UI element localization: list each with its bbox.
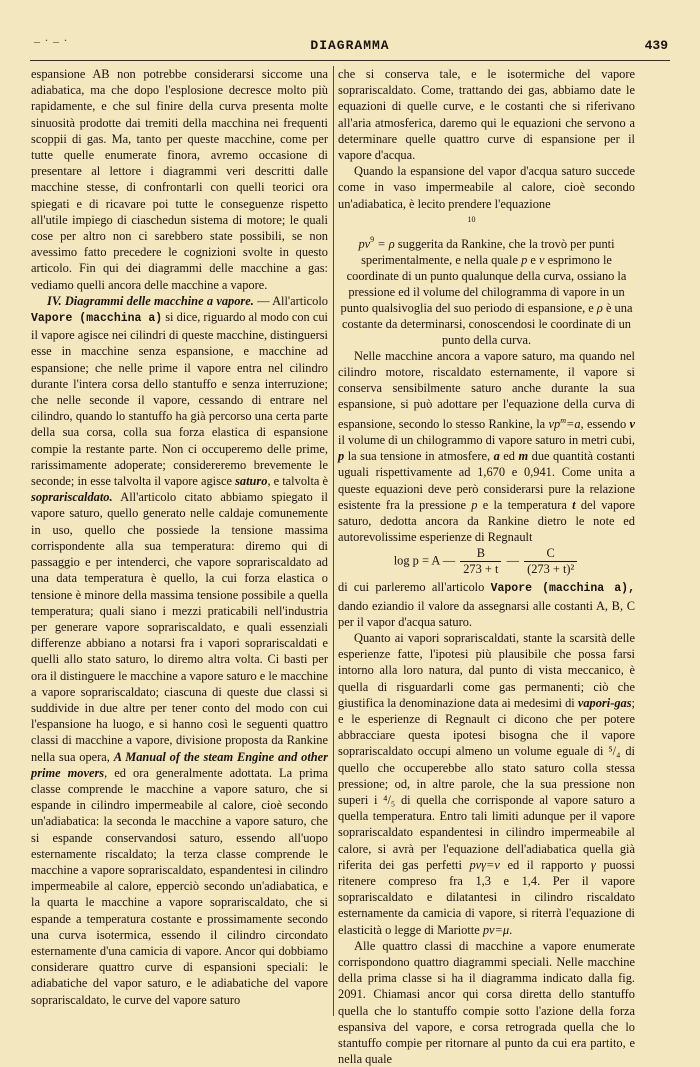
formula-lhs: pv [358,236,371,251]
fraction-c [524,546,577,577]
text-span: . [509,922,513,937]
text-span: , e talvolta è [267,474,328,489]
text-span: di cui parleremo all'articolo [338,580,491,595]
text-span: , ed ora generalmente adottata. La prima classe comprende le macchine a vapore saturo, che si espande in cilindro impermeabile al calore, cioè secondo un'adiabatica: la seconda le macchine a vapore saturo, che si espande conservandosi saturo, essendo all'uopo esternamente riscaldato; la terza classe comprende le macchine a vapore soprariscaldato, espandentesi in cilindro impermeabile al calore, epperciò secondo un'adiabatica, e la quarta le macchine a vapore soprariscaldato, che si espande a temperatura costante e prossimamente secondo una curva isotermica, essendo il cilindro circondato esternamente d'una camicia di vapore. Ancor qui dobbiamo considerare quattro curve di espansioni speciali: le adiabatiche del vapor saturo, e le adiabatiche del vapore soprariscaldato, le curve del vapore saturo [31,765,329,1007]
text-span: esprimono le coordinate di un punto qualunque della curva, ossiano la pressione ed il volume del chilogramma di vapore in un punto qualsivoglia del suo periodo di espansione, e [340,252,627,315]
var-p: p [471,497,478,512]
formula-lhs-exponent: 9 [370,234,375,244]
var-t: t [572,497,576,512]
cross-reference: Vapore (macchina a) [31,312,163,326]
term-vapori-gas: vapori-gas [577,695,632,710]
text-span: e [527,252,539,267]
fraction-four-fifths: ⁴/₅ [383,793,396,808]
paragraph-steam-engine-diagrams [31,293,328,1008]
text-span: , essendo [580,416,630,431]
paragraph-gas-engines-conclusion: espansione AB non potrebbe considerarsi siccome una adiabatica, ma che dopo l'esplosione decresce molto più rapidamente, e che sul finire della curva presenta molte sinuosità prodotte dai tremiti della macchina nei frequenti scoppii di gas. Ma, tanto per queste macchine, come per tutte quelle enumerate finora, avremo occasione di presentare al lettore i diagrammi veri descritti dalle macchine stesse, di confrontarli con quelli teorici ora spiegati e di ricavare poi tutte le conseguenze rispetto all'utile impiego di ciaschedun sistema di motore; le quali cose per altro non ci sarebbero state possibili, se non avessimo fatto precedere le cognizioni svolte in questo articolo. Fin qui dei diagrammi delle macchine a gas: vediamo quelli ancora delle macchine a vapore. [31,67,328,292]
paragraph-saturated-adiabatic: Quando la espansione del vapor d'acqua saturo succede come in vaso impermeabile al calore, cioè secondo un'adiabatica, è lecito prendere l'equazione [338,164,635,211]
cross-reference: Vapore (macchina a), [490,582,635,596]
fraction-denominator: (273 + t)² [527,562,575,577]
formula-rhs: = ρ [374,236,395,251]
text-span: si dice, riguardo al modo con cui il vapore agisce nei cilindri di queste macchine, distinguersi esse in macchine senza espansione, e macchine ad espansione; che nelle prime il vapore entra nel cilindro durante l'intera corsa dello stantuffo e senza interruzione; che nelle seconde il vapore, cessando di entrare nel cilindro, quando lo stantuffo ha già percorso una certa parte della sua corsa, colla sua forza elastica di espansione compie la restante parte. Non ci occuperemo delle prime, rarissimamente adoperate; considereremo brevemente le seconde; in esse talvolta il vapore agisce [31,310,328,489]
text-span: ; e le esperienze di Regnault ci dicono che per potere abbracciare questa ipotesi bisogna che il vapore soprariscaldato occupi almeno un volume eguale di [338,695,635,759]
section-heading-steam: IV. Diagrammi delle macchine a vapore. [47,293,254,308]
paragraph-regnault-reference [338,579,635,630]
printer-marks: _ . _ . [34,30,68,44]
text-span: dando eziandio il valore da assegnarsi alle costanti A, B, C per il vapor d'acqua saturo. [338,598,635,629]
text-span: è una costante da determinarsi, conoscendosi le coordinate di un punto della curva. [341,300,633,347]
left-column [31,66,328,1016]
text-span: suggerita da Rankine, che la trovò per punti sperimentalmente, e nella quale [361,236,615,267]
term-soprariscaldato: soprariscaldato. [31,490,113,505]
text-span: di quella che corrisponde al vapore saturo a quella temperatura. Entro tali limiti adunque per il vapore soprariscaldato espandentesi in cilindro impermeabile al calore, si avrà per l'equazione dell'adiabatica quella già riferita dei gas perfetti [338,793,635,872]
text-span: puossi ritenere compreso fra 1,3 e 1,4. Per il vapore soprariscaldato e dilatantesi in cilindro riscaldato esternamente da camicia di vapore, si riterrà l'equazione di elasticità o legge di Mariotte [338,857,635,937]
var-rho: ρ [596,300,603,315]
running-title: DIAGRAMMA [310,38,390,53]
paragraph-saturated-heated [338,348,635,546]
text-span: ed il rapporto [499,857,591,872]
text-span: due quantità costanti uguali rispettivamente ad 1,670 e 0,941. Come unita a queste equazioni deve però considerarsi pure la relazione esistente fra la pressione [338,449,636,512]
var-v: v [538,252,545,267]
var-v: v [629,416,635,431]
text-span: il volume di un chilogrammo di vapore saturo in metri cubi, [338,432,635,447]
var-p: p [521,252,528,267]
text-span: — All'articolo [253,293,328,308]
equation-vpm: vp [548,416,561,431]
equation-mariotte: pv=μ [482,922,510,937]
fraction-five-quarters: ⁵/₄ [608,744,621,759]
text-span: ed [499,449,519,464]
page-header [30,36,670,61]
paragraph-superheated [338,630,635,938]
var-gamma: γ [590,857,596,872]
text-span: Quanto ai vapori soprariscaldati, stante la scarsità delle esperienze fatte, l'ipotesi più plausibile che possa farsi intorno alla loro natura, dal punto di vista meccanico, è quella di risguardarli come gas permanenti; ciò che giustifica la denominazione data ai medesimi di [338,631,635,710]
fraction-b [460,546,501,577]
text-span: e la temperatura [477,497,573,512]
paragraph-curves-intro: che si conserva tale, e le isotermiche del vapore soprariscaldato. Come, trattando dei gas, abbiamo date le equazioni di quelle curve, e le costanti che si riferivano all'aria atmosferica, daremo qui le equazioni che servono a determinare quelle quattro curve di espansione per il vapore d'acqua. [338,67,635,163]
paragraph-four-diagrams: Alle quattro classi di macchine a vapore enumerate corrispondono quattro diagrammi speciali. Nelle macchine della prima classe si ha il diagramma indicato dalla fig. 2091. Chiamasi ancor qui corsa diretta dello stantuffo quella che lo stantuffo compie sotto l'azione della forza espansiva del vapore, e corsa retrograda quella che lo stantuffo compie per ritornare al punto da cui era partito, e nella quale [338,938,635,1067]
text-span: la sua tensione in atmosfere, [344,449,494,464]
text-span: del vapore saturo, dedotta ancora da Rankine dietro le note ed autorevolissime esperienze di Regnault [338,497,636,545]
term-saturo: saturo [235,474,268,489]
equation-vpm-rest: =a [565,416,581,431]
fraction-numerator: C [524,546,577,562]
formula-log-lhs: log p = A — [393,553,456,568]
text-span: di quello che occuperebbe allo stato saturo colla stessa pressione; od, in altre parole, che la sua pressione non superi i [338,744,635,808]
page-number: 439 [644,38,668,53]
var-a: a [493,449,500,464]
var-m: m [518,449,529,464]
var-p: p [338,449,345,464]
formula-minus: — [506,553,523,568]
text-span: All'articolo citato abbiamo spiegato il vapore saturo, quello generato nelle caldaje comunemente in uso, quello che possiede la tensione massima corrispondente alla sua temperatura: diremo qui di passaggio e per intenderci, che vapore soprariscaldato ad una data temperatura è quello, la cui forza elastica o tensione è minore della massima tensione possibile a quella temperatura; quali siano i mezzi praticabili nell'industria per generare vapore soprariscaldato, e quali essenziali differenze abbiano a notarsi fra i vapori soprariscaldati e quelli allo stato saturo, lo diremo altra volta. Ci basti per ora il distinguere le macchine a vapore saturo e le macchine a vapore soprariscaldato; ciascuna di queste due classi si suddivide in due altre per tener conto del modo con cui l'espansione ha luogo, e si hanno così le seguenti quattro classi di macchine a vapore, divisione proposta da Rankine nella sua opera, [31,490,328,764]
formula-exponent-top: 10 [467,214,476,224]
formula-regnault [338,546,635,577]
formula-rankine-adiabatic [338,212,635,348]
column-divider [333,66,334,1016]
text-span: Nelle macchine ancora a vapore saturo, ma quando nel cilindro motore, riscaldato esternamente, il vapore si conserva sensibilmente saturo anche durante la sua espansione, si può adottare per l'equazione della curva di espansione, secondo lo stesso Rankine, la [338,348,635,431]
fraction-denominator: 273 + t [463,562,499,577]
book-title: A Manual of the steam Engine and other prime movers [31,749,328,780]
equation-exponent-m: m [560,415,566,425]
right-column [338,66,636,1067]
fraction-numerator: B [460,546,501,562]
equation-adiabatic-gas: pvγ=ν [469,857,500,872]
